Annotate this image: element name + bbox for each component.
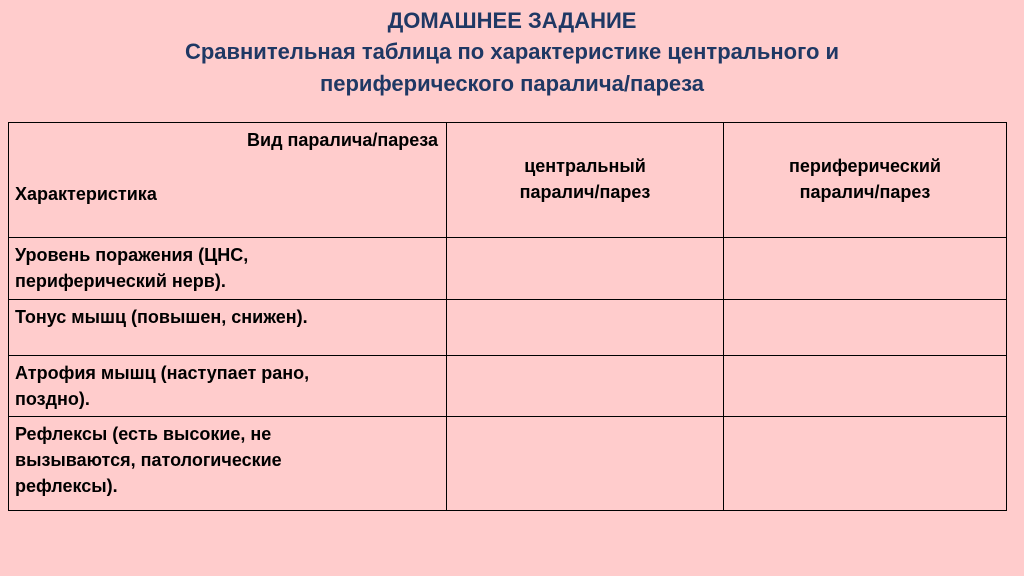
row-label-cell [9, 238, 447, 300]
table-header-row [9, 123, 1007, 238]
empty-cell [447, 356, 724, 417]
column-header-line: паралич/парез [799, 182, 931, 202]
column-header-central [447, 123, 724, 238]
slide-subtitle-line1: Сравнительная таблица по характеристике центрального и [184, 39, 840, 64]
corner-bottom-label: Характеристика [15, 184, 157, 204]
empty-cell [724, 356, 1007, 417]
empty-cell [724, 300, 1007, 356]
column-header-line: периферический [789, 156, 941, 176]
empty-cell [447, 238, 724, 300]
table-row [9, 238, 1007, 300]
row-label-line: вызываются, патологические [15, 450, 282, 470]
column-header-peripheral [724, 123, 1007, 238]
row-label-cell [9, 300, 447, 356]
row-label-cell [9, 417, 447, 511]
row-label-line: Атрофия мышц (наступает рано, [15, 363, 310, 383]
row-label-line: Рефлексы (есть высокие, не [15, 424, 272, 444]
slide-title: ДОМАШНЕЕ ЗАДАНИЕ [387, 8, 637, 33]
comparison-table [8, 122, 1007, 511]
corner-cell [9, 123, 447, 238]
empty-cell [447, 300, 724, 356]
table-row [9, 356, 1007, 417]
row-label-line: Тонус мышц (повышен, снижен). [15, 307, 308, 327]
empty-cell [724, 417, 1007, 511]
empty-cell [724, 238, 1007, 300]
table-row [9, 417, 1007, 511]
slide-title-block [0, 6, 1024, 100]
slide-subtitle-line2: периферического паралича/пареза [319, 71, 705, 96]
table-row [9, 300, 1007, 356]
row-label-line: Уровень поражения (ЦНС, [15, 245, 249, 265]
row-label-cell [9, 356, 447, 417]
row-label-line: поздно). [15, 389, 90, 409]
row-label-line: периферический нерв). [15, 271, 226, 291]
corner-top-label: Вид паралича/пареза [247, 130, 438, 150]
column-header-line: паралич/парез [519, 182, 651, 202]
empty-cell [447, 417, 724, 511]
column-header-line: центральный [524, 156, 646, 176]
row-label-line: рефлексы). [15, 476, 118, 496]
